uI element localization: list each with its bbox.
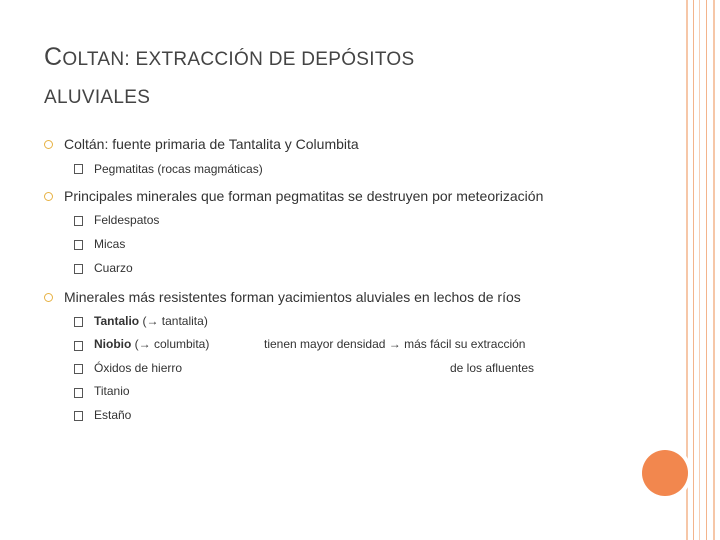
bullet-circle-icon (44, 192, 53, 201)
decorative-line (706, 0, 707, 540)
square-bullet-icon (74, 164, 83, 174)
sub-bullet-text: Titanio (94, 384, 130, 398)
bullet-text: Principales minerales que forman pegmatitas se destruyen por meteorización (64, 188, 544, 204)
square-bullet-icon (74, 341, 83, 351)
square-bullet-icon (74, 240, 83, 250)
sub-bullet-text: Cuarzo (94, 261, 133, 275)
decorative-line (699, 0, 700, 540)
density-note: tienen mayor densidad → más fácil su extracción (264, 337, 526, 351)
square-bullet-icon (74, 317, 83, 327)
density-note-continued: de los afluentes (450, 361, 535, 375)
bullet-text: Coltán: fuente primaria de Tantalita y Columbita (64, 136, 359, 152)
sub-bullet-text: Tantalio (→ tantalita) (94, 314, 208, 328)
bullet-text: Minerales más resistentes forman yacimientos aluviales en lechos de ríos (64, 289, 521, 305)
bullet-circle-icon (44, 293, 53, 302)
bullet-circle-icon (44, 140, 53, 149)
square-bullet-icon (74, 364, 83, 374)
sub-bullet-text: Pegmatitas (rocas magmáticas) (94, 162, 263, 176)
square-bullet-icon (74, 388, 83, 398)
sub-bullet-text: Feldespatos (94, 213, 160, 227)
sub-bullet-text: Niobio (→ columbita) (94, 337, 210, 351)
slide-title: COLTAN: EXTRACCIÓN DE DEPÓSITOS ALUVIALES (44, 43, 415, 108)
square-bullet-icon (74, 264, 83, 274)
decorative-line (713, 0, 715, 540)
sub-bullet-text: Óxidos de hierro (94, 361, 183, 375)
sub-bullet-text: Micas (94, 237, 126, 251)
square-bullet-icon (74, 411, 83, 421)
sub-bullet-text: Estaño (94, 408, 132, 422)
decorative-circle (642, 450, 688, 496)
decorative-line (693, 0, 694, 540)
square-bullet-icon (74, 216, 83, 226)
